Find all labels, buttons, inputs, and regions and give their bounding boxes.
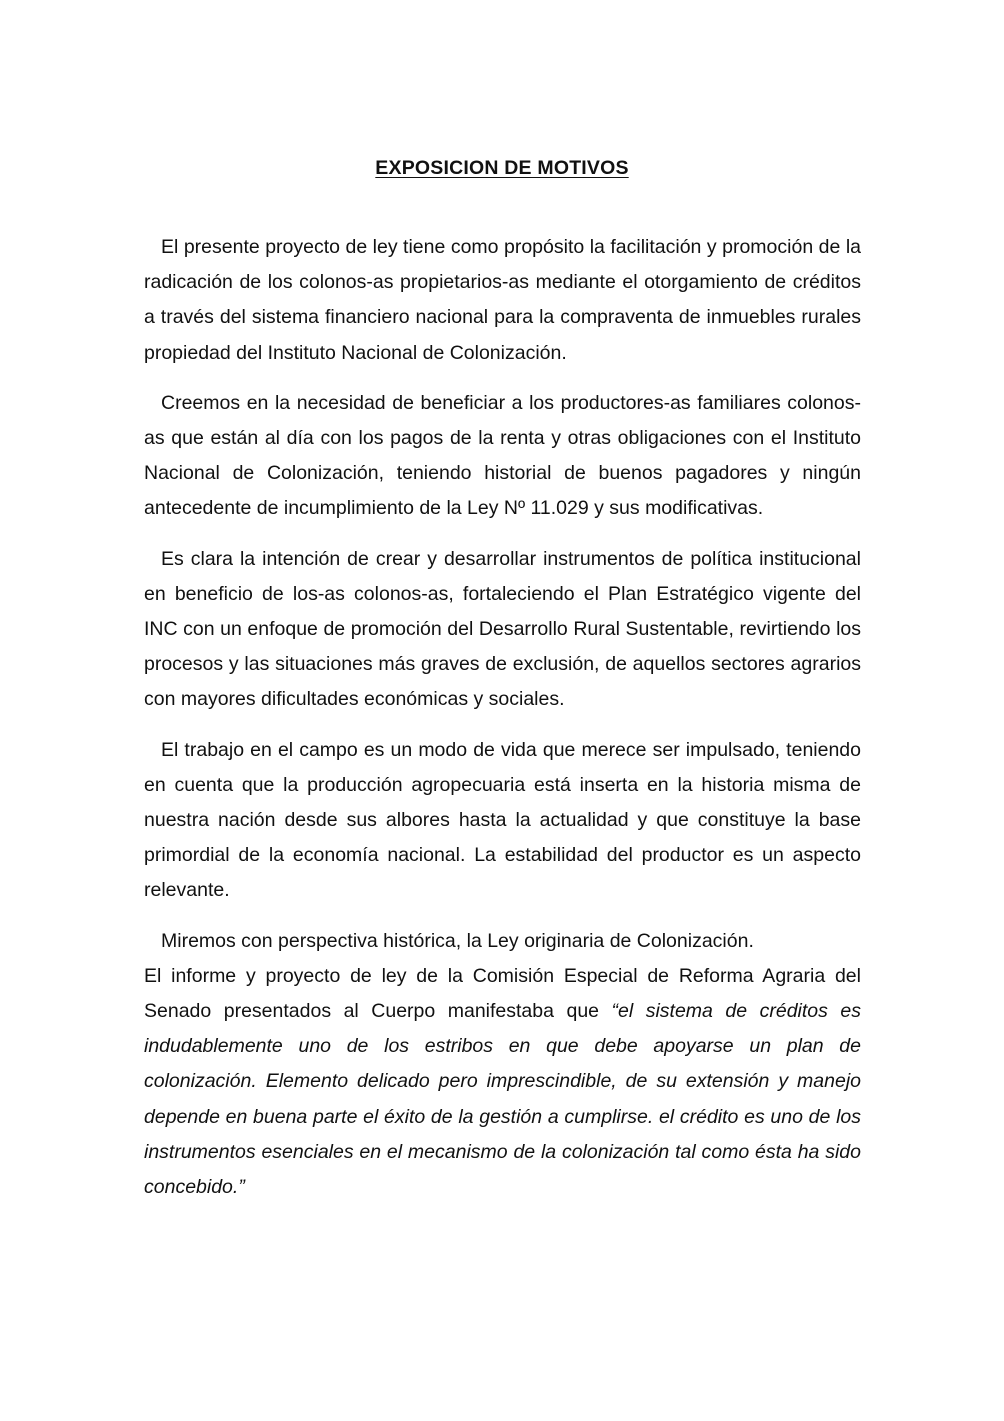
document-title: EXPOSICION DE MOTIVOS: [375, 157, 629, 179]
paragraph-3: Es clara la intención de crear y desarrollar instrumentos de política institucional en beneficio de los-as colonos-as, fortaleciendo el Plan Estratégico vigente del INC con un enfoque de promoción del Desarrollo Rural Sustentable, revirtiendo los procesos y las situaciones más graves de exclusión, de aquellos sectores agrarios con mayores dificultades económicas y sociales.: [144, 547, 861, 711]
senate-report-quote: “el sistema de créditos es indudablemente uno de los estribos en que debe apoyarse un plan de colonización. Elemento delicado pero imprescindible, de su extensión y manejo depende en buena parte el éxito de la gestión a cumplirse. el crédito es uno de los instrumentos esenciales en el mecanismo de la colonización tal como ésta ha sido concebido.”: [144, 1000, 861, 1199]
paragraph-1: El presente proyecto de ley tiene como propósito la facilitación y promoción de la radicación de los colonos-as propietarios-as mediante el otorgamiento de créditos a través del sistema financiero nacional para la compraventa de inmuebles rurales propiedad del Instituto Nacional de Colonización.: [144, 236, 861, 364]
paragraph-2: Creemos en la necesidad de beneficiar a los productores-as familiares colonos-as que están al día con los pagos de la renta y otras obligaciones con el Instituto Nacional de Colonización, teniendo historial de buenos pagadores y ningún antecedente de incumplimiento de la Ley Nº 11.029 y sus modificativas.: [144, 391, 861, 520]
paragraph-6-intro: El informe y proyecto de ley de la Comisión Especial de Reforma Agraria del Senado presentados al Cuerpo manifestaba que: [144, 964, 861, 1023]
paragraph-4: El trabajo en el campo es un modo de vida que merece ser impulsado, teniendo en cuenta que la producción agropecuaria está inserta en la historia misma de nuestra nación desde sus albores hasta la actualidad y que constituye la base primordial de la economía nacional. La estabilidad del productor es un aspecto relevante.: [144, 738, 861, 902]
paragraph-5: Miremos con perspectiva histórica, la Ley originaria de Colonización.: [161, 929, 754, 952]
paragraph-6: [144, 959, 861, 1205]
document-body: [144, 230, 861, 1220]
